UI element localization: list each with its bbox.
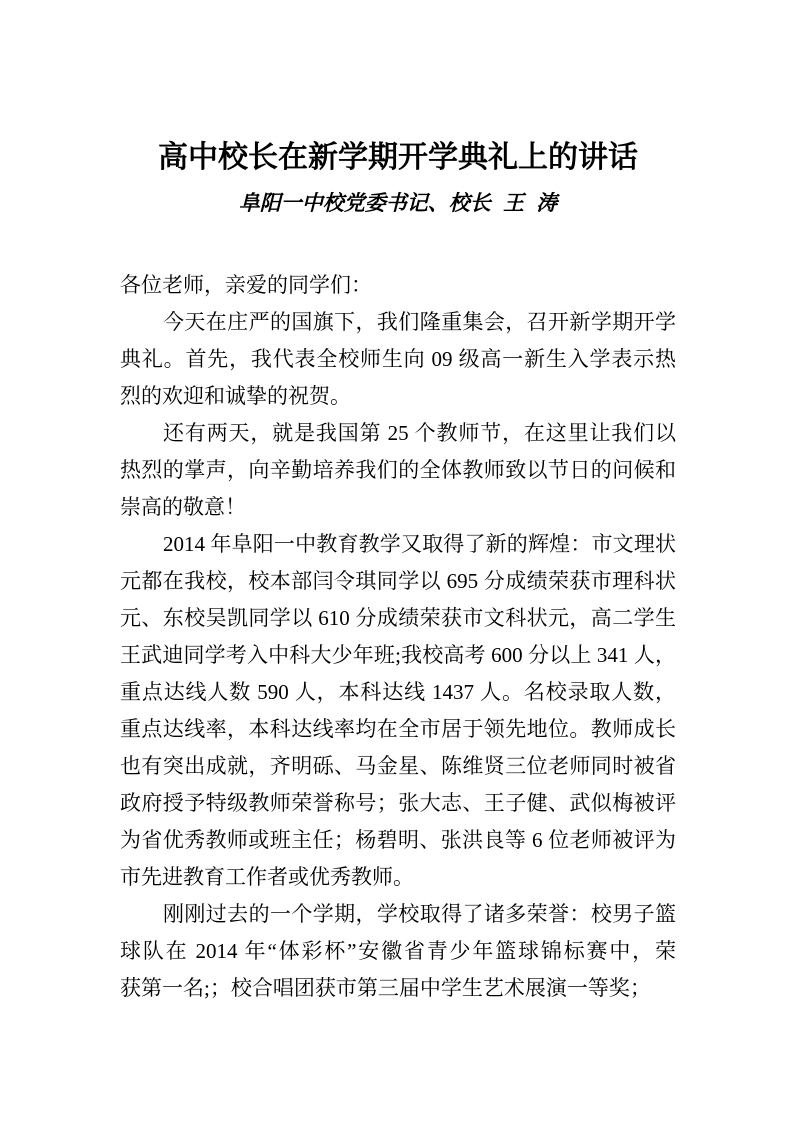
text-line: 刚刚过去的一个学期，学校取得了诸多荣誉：校男子篮 bbox=[163, 902, 676, 926]
document-byline: 阜阳一中校党委书记、校长 王 涛 bbox=[238, 191, 558, 215]
text-line: 政府授予特级教师荣誉称号；张大志、王子健、武似梅被评 bbox=[120, 791, 676, 815]
text-line: 重点达线率，本科达线率均在全市居于领先地位。教师成长 bbox=[120, 717, 676, 741]
text-line: 典礼。首先，我代表全校师生向 09 级高一新生入学表示热 bbox=[120, 347, 676, 371]
text-line: 各位老师，亲爱的同学们： bbox=[120, 273, 372, 297]
text-line: 也有突出成就，齐明砾、马金星、陈维贤三位老师同时被省 bbox=[120, 754, 676, 778]
paragraph-teachers-day bbox=[120, 415, 676, 526]
text-line: 元、东校吴凯同学以 610 分成绩荣获市文科状元，高二学生 bbox=[120, 606, 676, 630]
document-body bbox=[120, 267, 676, 1007]
document-title: 高中校长在新学期开学典礼上的讲话 bbox=[158, 141, 638, 174]
text-line: 热烈的掌声，向辛勤培养我们的全体教师致以节日的问候和 bbox=[120, 458, 676, 482]
paragraph-achievements bbox=[120, 526, 676, 896]
text-line: 崇高的敬意！ bbox=[120, 495, 246, 519]
paragraph-honors bbox=[120, 896, 676, 1007]
text-line: 元都在我校，校本部闫令琪同学以 695 分成绩荣获市理科状 bbox=[120, 569, 676, 593]
text-line: 获第一名;；校合唱团获市第三届中学生艺术展演一等奖； bbox=[120, 976, 651, 1000]
text-line: 烈的欢迎和诚挚的祝贺。 bbox=[120, 384, 351, 408]
text-line: 球队在 2014 年“体彩杯”安徽省青少年篮球锦标赛中，荣 bbox=[120, 939, 676, 963]
text-line: 重点达线人数 590 人，本科达线 1437 人。名校录取人数， bbox=[120, 680, 676, 704]
paragraph-welcome bbox=[120, 304, 676, 415]
text-line: 为省优秀教师或班主任；杨碧明、张洪良等 6 位老师被评为 bbox=[120, 828, 676, 852]
text-line: 还有两天，就是我国第 25 个教师节，在这里让我们以 bbox=[163, 421, 676, 445]
text-line: 市先进教育工作者或优秀教师。 bbox=[120, 865, 414, 889]
text-line: 2014 年阜阳一中教育教学又取得了新的辉煌：市文理状 bbox=[163, 532, 676, 556]
text-line: 今天在庄严的国旗下，我们隆重集会，召开新学期开学 bbox=[163, 310, 676, 334]
paragraph-greeting bbox=[120, 267, 676, 304]
text-line: 王武迪同学考入中科大少年班;我校高考 600 分以上 341 人， bbox=[120, 643, 676, 667]
